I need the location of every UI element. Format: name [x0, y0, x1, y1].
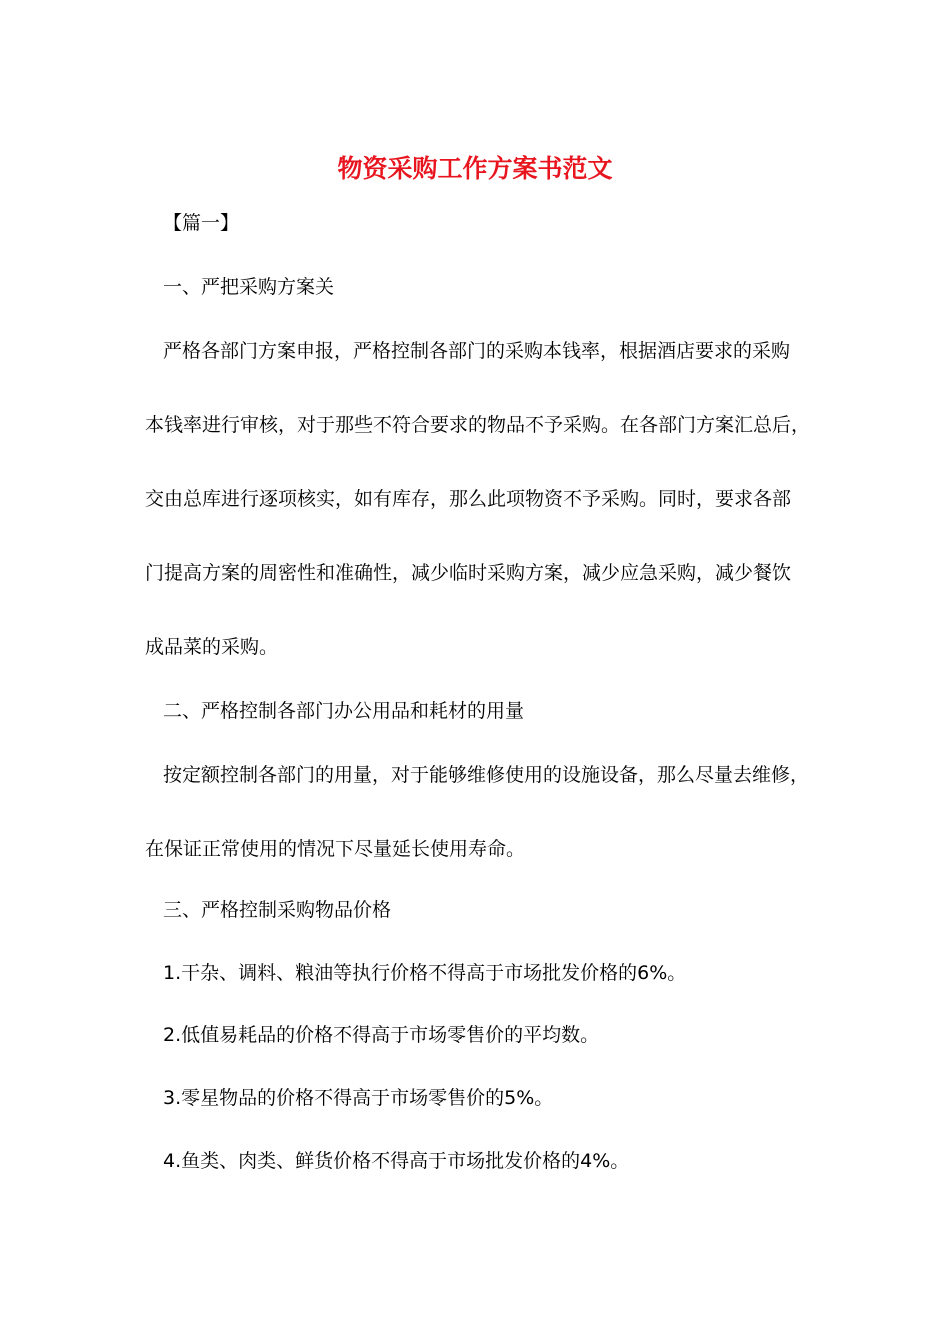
para-1-line-1: 严格各部门方案申报，严格控制各部门的采购本钱率，根据酒店要求的采购 [163, 340, 791, 362]
para-1-line-3: 交由总库进行逐项核实，如有库存，那么此项物资不予采购。同时，要求各部 [145, 488, 792, 510]
heading-3: 三、严格控制采购物品价格 [163, 899, 392, 921]
para-1-line-2: 本钱率进行审核，对于那些不符合要求的物品不予采购。在各部门方案汇总后， [145, 414, 811, 436]
document-title: 物资采购工作方案书范文 [337, 154, 613, 183]
para-1-line-4: 门提高方案的周密性和准确性，减少临时采购方案，减少应急采购，减少餐饮 [145, 562, 792, 584]
list-item: 2.低值易耗品的价格不得高于市场零售价的平均数。 [163, 1024, 600, 1046]
list-item: 4.鱼类、肉类、鲜货价格不得高于市场批发价格的4%。 [163, 1150, 630, 1172]
para-2-line-2: 在保证正常使用的情况下尽量延长使用寿命。 [145, 838, 526, 860]
list-item: 3.零星物品的价格不得高于市场零售价的5%。 [163, 1087, 554, 1109]
heading-2: 二、严格控制各部门办公用品和耗材的用量 [163, 700, 525, 722]
section-tag: 【篇一】 [163, 212, 240, 234]
list-item: 1.干杂、调料、粮油等执行价格不得高于市场批发价格的6%。 [163, 962, 687, 984]
para-1-line-5: 成品菜的采购。 [145, 636, 279, 658]
para-2-line-1: 按定额控制各部门的用量，对于能够维修使用的设施设备，那么尽量去维修， [163, 764, 810, 786]
heading-1: 一、严把采购方案关 [163, 276, 335, 298]
